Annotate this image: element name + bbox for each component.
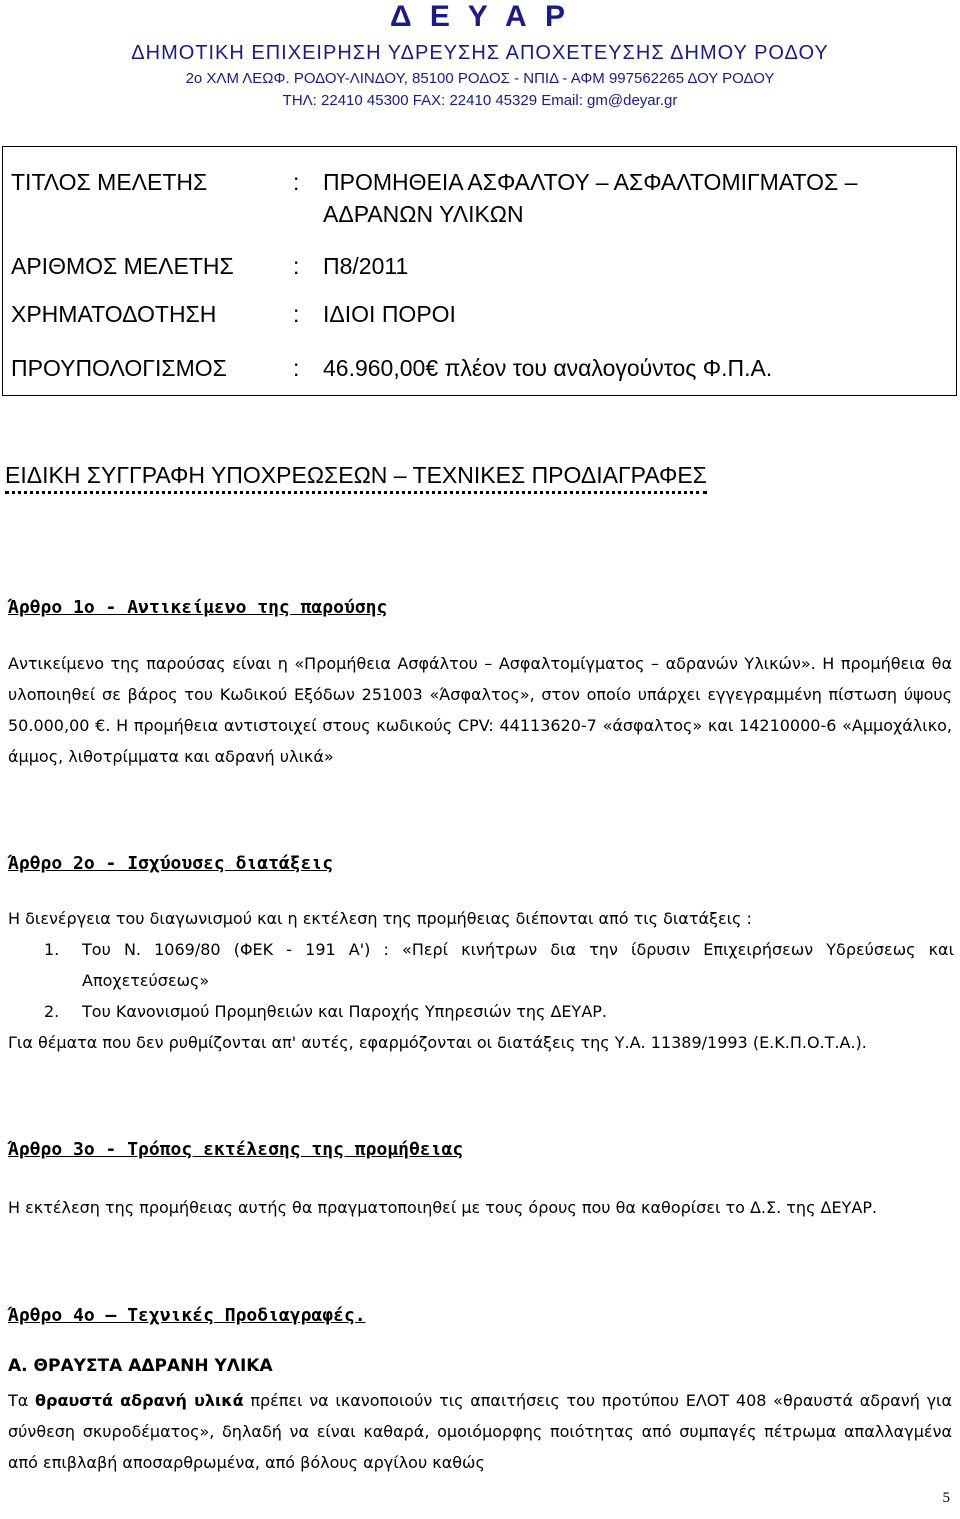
list-number: 1. xyxy=(44,940,60,959)
article-4-paragraph xyxy=(8,1385,952,1478)
article-3-paragraph: Η εκτέλεση της προμήθειας αυτής θα πραγματοποιηθεί με τους όρους που θα καθορίσει το Δ.Σ. της ΔΕΥΑΡ. xyxy=(8,1198,878,1217)
study-number-label: ΑΡΙΘΜΟΣ ΜΕΛΕΤΗΣ xyxy=(11,253,234,279)
budget-value: 46.960,00€ πλέον του αναλογούντος Φ.Π.Α. xyxy=(323,355,773,381)
org-full-name: ΔΗΜΟΤΙΚΗ ΕΠΙΧΕΙΡΗΣΗ ΥΔΡΕΥΣΗΣ ΑΠΟΧΕΤΕΥΣΗΣ ΔΗΜΟΥ ΡΟΔΟΥ xyxy=(131,42,829,64)
section-title: ΕΙΔΙΚΗ ΣΥΓΓΡΑΦΗ ΥΠΟΧΡΕΩΣΕΩΝ – ΤΕΧΝΙΚΕΣ ΠΡΟΔΙΑΓΡΑΦΕΣ xyxy=(5,462,707,494)
colon: : xyxy=(293,355,300,381)
list-text: Του Ν. 1069/80 (ΦΕΚ - 191 Α') : «Περί κινήτρων δια την ίδρυσιν Επιχειρήσεων Υδρεύσεως και Αποχετεύσεως» xyxy=(82,940,954,990)
list-number: 2. xyxy=(44,1002,60,1021)
paragraph-lead: Τα xyxy=(8,1391,36,1410)
article-4-title: Άρθρο 4ο – Τεχνικές Προδιαγραφές. xyxy=(8,1305,366,1326)
study-info-box xyxy=(2,146,957,396)
article-2-intro: Η διενέργεια του διαγωνισμού και η εκτέλεση της προμήθειας διέπονται από τις διατάξεις : xyxy=(8,909,752,928)
page-number: 5 xyxy=(942,1490,950,1506)
article-3-title: Άρθρο 3ο - Τρόπος εκτέλεσης της προμήθειας xyxy=(8,1139,464,1160)
article-2-closing: Για θέματα που δεν ρυθμίζονται απ' αυτές, εφαρμόζονται οι διατάξεις της Υ.Α. 11389/1993 (Ε.Κ.Π.Ο.Τ.Α.). xyxy=(8,1033,867,1052)
paragraph-bold-term: θραυστά αδρανή υλικά xyxy=(35,1391,244,1410)
org-contact: ΤΗΛ: 22410 45300 FAX: 22410 45329 Email: gm@deyar.gr xyxy=(282,92,678,109)
paragraph-rest: πρέπει να ικανοποιούν τις απαιτήσεις του προτύπου ΕΛΟΤ 408 «θραυστά αδρανή για σύνθεση σκυροδέματος», δηλαδή να είναι καθαρά, ομοιόμορφης ποιότητας από συμπαγές πέτρωμα απαλλαγμένα από επιβλαβή αποσαρθρωμένα, από βόλους αργίλου καθώς xyxy=(8,1391,953,1472)
colon: : xyxy=(293,253,300,279)
budget-label: ΠΡΟΥΠΟΛΟΓΙΣΜΟΣ xyxy=(11,355,227,381)
study-number-value: Π8/2011 xyxy=(323,253,409,279)
study-title-value-line1: ΠΡΟΜΗΘΕΙΑ ΑΣΦΑΛΤΟΥ – ΑΣΦΑΛΤΟΜΙΓΜΑΤΟΣ – xyxy=(323,169,858,195)
funding-label: ΧΡΗΜΑΤΟΔΟΤΗΣΗ xyxy=(11,301,217,327)
list-text: Του Κανονισμού Προμηθειών και Παροχής Υπηρεσιών της ΔΕΥΑΡ. xyxy=(82,1002,607,1021)
article-1-paragraph: Αντικείμενο της παρούσας είναι η «Προμήθεια Ασφάλτου – Ασφαλτομίγματος – αδρανών Υλικών». Η προμήθεια θα υλοποιηθεί σε βάρος του Κωδικού Εξόδων 251003 «Άσφαλτος», στον οποίο υπάρχει εγγεγραμμένη πίστωση ύψους 50.000,00 €. Η προμήθεια αντιστοιχεί στους κωδικούς CPV: 44113620-7 «άσφαλτος» και 14210000-6 «Αμμοχάλικο, άμμος, λιθοτρίμματα και αδρανή υλικά» xyxy=(8,654,952,766)
org-short-name: Δ Ε Υ Α Ρ xyxy=(390,0,570,33)
article-1-title: Άρθρο 1ο - Αντικείμενο της παρούσης xyxy=(8,597,388,618)
colon: : xyxy=(293,169,300,195)
org-address: 2ο ΧΛΜ ΛΕΩΦ. ΡΟΔΟΥ-ΛΙΝΔΟΥ, 85100 ΡΟΔΟΣ - ΝΠΙΔ - ΑΦΜ 997562265 ΔΟΥ ΡΟΔΟΥ xyxy=(185,70,775,87)
subsection-a-title: Α. ΘΡΑΥΣΤΑ ΑΔΡΑΝΗ ΥΛΙΚΑ xyxy=(8,1356,273,1376)
funding-value: ΙΔΙΟΙ ΠΟΡΟΙ xyxy=(323,301,456,327)
study-title-label: ΤΙΤΛΟΣ ΜΕΛΕΤΗΣ xyxy=(11,169,208,195)
colon: : xyxy=(293,301,300,327)
study-title-value-line2: ΑΔΡΑΝΩΝ ΥΛΙΚΩΝ xyxy=(323,201,524,227)
article-2-title: Άρθρο 2ο - Ισχύουσες διατάξεις xyxy=(8,853,334,874)
